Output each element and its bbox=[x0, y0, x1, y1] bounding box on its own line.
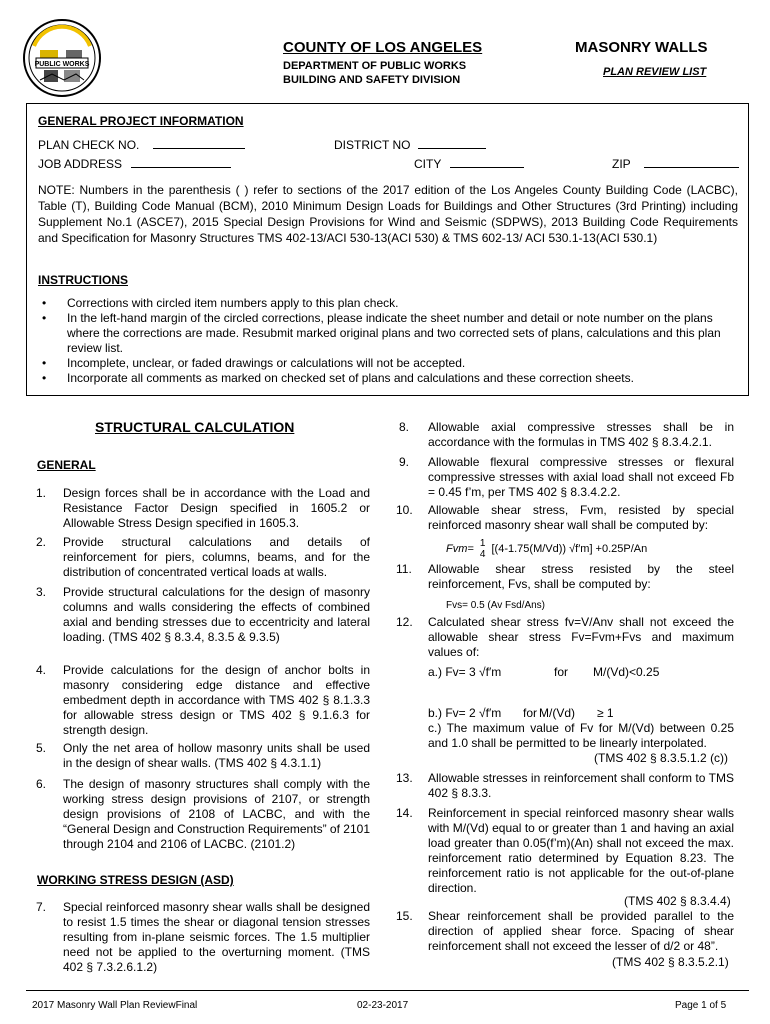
zip-label: ZIP bbox=[612, 156, 739, 172]
eq-c-reference: (TMS 402 § 8.3.5.1.2 (c)) bbox=[594, 751, 729, 765]
division-name: BUILDING AND SAFETY DIVISION bbox=[283, 74, 461, 86]
calc-item-14: 14. Reinforcement in special reinforced masonry shear walls with M/(Vd) equal to or greater than 1 and having an axial load greater than 0.05(f’m)(An) shall not exceed the max. reinforcement ratio determined by Equation 8.23. The reinforcement ratio is not applicable for the out-of-plane direction. bbox=[396, 806, 734, 895]
calc-item-8: 8. Allowable axial compressive stresses shall be in accordance with the formulas in TMS 402 § 8.3.4.2.1. bbox=[399, 420, 734, 449]
job-address-label: JOB ADDRESS bbox=[38, 156, 231, 172]
fvs-equation: Fvs= 0.5 (Av Fsd/Ans) bbox=[446, 600, 546, 611]
calc-item-5: 5. Only the net area of hollow masonry units shall be used in the design of shear walls. (TMS 402 § 4.3.1.1) bbox=[36, 741, 370, 770]
calc-item-13: 13. Allowable stresses in reinforcement shall conform to TMS 402 § 8.3.3. bbox=[396, 771, 734, 800]
footer-page-number: Page 1 of 5 bbox=[675, 1000, 727, 1011]
calc-item-1: 1. Design forces shall be in accordance with the Load and Resistance Factor Design specified in 1605.2 or Allowable Stress Design specified in 1605.3. bbox=[36, 486, 370, 530]
instructions-heading: INSTRUCTIONS bbox=[38, 273, 128, 287]
footer-date: 02-23-2017 bbox=[357, 1000, 409, 1011]
eq-b: b.) Fv= 2 √f′m bbox=[428, 706, 502, 720]
eq-c: c.) The maximum value of Fv for M/(Vd) between 0.25 and 1.0 shall be permitted to be linearly interpolated. bbox=[428, 721, 734, 750]
calc-item-6: 6. The design of masonry structures shall comply with the working stress design provisions of 2107, or strength design provisions of 2108 of LACBC, and with the “General Design and Construction Requirements” of 2101 through 2104 and 2106 of LACBC. (2101.2) bbox=[36, 777, 370, 851]
structural-calculation-heading: STRUCTURAL CALCULATION bbox=[95, 419, 295, 435]
city-field[interactable] bbox=[450, 156, 524, 168]
instruction-item: • In the left-hand margin of the circled corrections, please indicate the sheet number and detail or note number on the plans where the corrections are made. Resubmit marked original plans and two corrected sets of plans, calculations and this plan review list. bbox=[38, 311, 738, 356]
department-name: DEPARTMENT OF PUBLIC WORKS bbox=[283, 60, 467, 72]
footer-document-name: 2017 Masonry Wall Plan ReviewFinal bbox=[32, 1000, 198, 1011]
document-subtitle: PLAN REVIEW LIST bbox=[603, 66, 707, 78]
code-reference-note: NOTE: Numbers in the parenthesis ( ) refer to sections of the 2017 edition of the Los Angeles County Building Code (LACBC), Table (T), Building Code Manual (BCM), 2010 Minimum Design Loads for Buildings and Other Structures (3rd Printing) including Supplement No.1 (ASCE7), 2015 Special Design Provisions for Wind and Seismic (SDPWS), 2013 Building Code Requirements and Specification for Masonry Structures TMS 402-13/ACI 530-13(ACI 530) & TMS 602-13/ ACI 530.1-13(ACI 530.1) bbox=[38, 183, 738, 245]
item-15-reference: (TMS 402 § 8.3.5.2.1) bbox=[612, 955, 729, 969]
city-label: CITY bbox=[414, 156, 524, 172]
calc-item-4: 4. Provide calculations for the design of anchor bolts in masonry considering edge distance and effective embedment depth in accordance with TMS 402 § 8.1.3.3 for allowable stress design or TMS 402 § 9.1.6.3 for strength design. bbox=[36, 663, 370, 737]
instructions-list bbox=[38, 296, 738, 386]
logo-text: PUBLIC WORKS bbox=[34, 61, 90, 68]
document-title: MASONRY WALLS bbox=[575, 39, 708, 56]
eq-b-ge: ≥ 1 bbox=[597, 706, 614, 720]
job-address-field[interactable] bbox=[131, 156, 231, 168]
calc-item-11: 11. Allowable shear stress resisted by the steel reinforcement, Fvs, shall be computed by: bbox=[396, 562, 734, 591]
district-label: DISTRICT NO bbox=[334, 137, 486, 153]
district-field[interactable] bbox=[418, 137, 486, 149]
instruction-item: • Incomplete, unclear, or faded drawings or calculations will not be accepted. bbox=[38, 356, 738, 371]
calc-item-3: 3. Provide structural calculations for the design of masonry columns and walls considering the effects of combined axial and bending stresses due to eccentricity and lateral loading. (TMS 402 § 8.3.4, 8.3.5 & 9.3.5) bbox=[36, 585, 370, 644]
eq-b-condition: M/(Vd) bbox=[539, 706, 575, 720]
calc-item-12: 12. Calculated shear stress fv=V/Anv shall not exceed the allowable shear stress Fv=Fvm+Fvs and maximum values of: bbox=[396, 615, 734, 659]
zip-field[interactable] bbox=[644, 156, 739, 168]
eq-a-condition: M/(Vd)<0.25 bbox=[593, 665, 660, 679]
eq-b-for: for bbox=[523, 706, 538, 720]
calc-item-9: 9. Allowable flexural compressive stresses or flexural compressive stresses with axial load shall not exceed Fb = 0.45 f’m, per TMS 402 § 8.3.4.2.2. bbox=[399, 455, 734, 499]
general-info-heading: GENERAL PROJECT INFORMATION bbox=[38, 114, 244, 128]
item-14-reference: (TMS 402 § 8.3.4.4) bbox=[624, 894, 731, 908]
eq-a: a.) Fv= 3 √f′m bbox=[428, 665, 502, 679]
fvm-equation: Fvm= 1 4 [(4-1.75(M/Vd)) √f′m] +0.25P/An bbox=[446, 538, 648, 560]
wsd-heading: WORKING STRESS DESIGN (ASD) bbox=[37, 873, 234, 887]
calc-item-15: 15. Shear reinforcement shall be provided parallel to the direction of applied shear force. Spacing of shear reinforcement shall not exceed the lesser of d/2 or 48”. bbox=[396, 909, 734, 953]
calc-item-7: 7. Special reinforced masonry shear walls shall be designed to resist 1.5 times the shear or diagonal tension stresses resulting from in-plane seismic forces. The 1.5 multiplier need not be applied to the overturning moment. (TMS 402 § 7.3.2.6.1.2) bbox=[36, 900, 370, 974]
general-heading: GENERAL bbox=[37, 458, 96, 472]
plan-check-label: PLAN CHECK NO. bbox=[38, 137, 245, 153]
eq-a-for: for bbox=[554, 665, 569, 679]
county-title: COUNTY OF LOS ANGELES bbox=[283, 39, 483, 56]
instruction-item: • Corrections with circled item numbers apply to this plan check. bbox=[38, 296, 738, 311]
plan-check-field[interactable] bbox=[153, 137, 245, 149]
calc-item-2: 2. Provide structural calculations and details of reinforcement for piers, columns, beams, and for the distribution of concentrated vertical loads at walls. bbox=[36, 535, 370, 579]
instruction-item: • Incorporate all comments as marked on checked set of plans and calculations and these correction sheets. bbox=[38, 371, 738, 386]
county-seal-logo bbox=[22, 18, 102, 98]
calc-item-10: 10. Allowable shear stress, Fvm, resisted by special reinforced masonry shear wall shall be computed by: bbox=[396, 503, 734, 532]
